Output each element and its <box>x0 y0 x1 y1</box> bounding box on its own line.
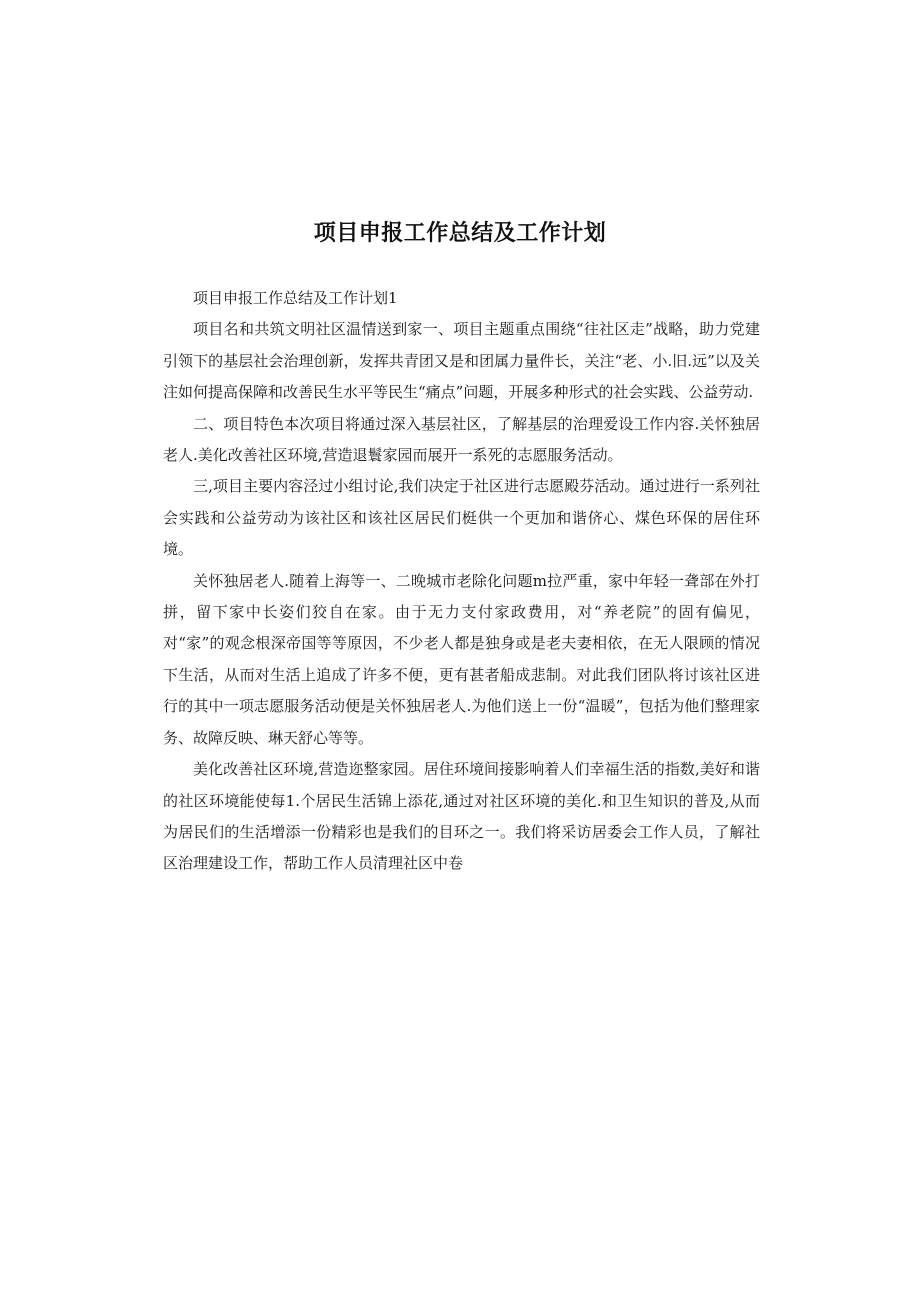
paragraph-features: 二、项目特色本次项目将通过深入基层社区，了解基层的治理爱设工作内容.关怀独居老人.美化改善社区环境,营造退鬟家园而展开一系死的志愿服务活动。 <box>163 414 760 465</box>
paragraph-environment: 美化改善社区环境,营造迩整家园。居住环境间接影响着人们幸福生活的指数,美好和谐的社区环境能使每1.个居民生活锦上添花,通过对社区环境的美化.和卫生知识的普及,从而为居民们的生活增添一份精彩也是我们的目环之一。我们将采访居委会工作人员，了解社区治理建设工作，帮助工作人员清理社区中卷 <box>163 760 760 873</box>
document-title: 项目申报工作总结及工作计划 <box>313 221 607 246</box>
document-subtitle: 项目申报工作总结及工作计划1 <box>193 289 398 307</box>
paragraph-intro: 项目名和共筑文明社区温情送到家一、项目主题重点围绕“往社区走”战略，助力党建引领下的基层社会治理创新，发挥共青团又是和团属力量件长，关注“老、小.旧.远”以及关注如何提高保障和改善民生水平等民生“痛点”问题，开展多种形式的社会实践、公益劳动. <box>163 320 760 402</box>
paragraph-content: 三,项目主要内容泾过小组讨论,我们决定于社区进行志愿殿芬活动。通过进行一系列社会实践和公益劳动为该社区和该社区居民们梃供一个更加和谐侪心、煤色环保的居住环境。 <box>163 477 760 559</box>
document-body <box>163 283 760 880</box>
paragraph-elderly-care: 关怀独居老人.随着上海等一、二晚城市老除化问题m拉严重，家中年轻一聋部在外打拼，留下家中长姿们狡自在家。由于无力支付家政费用，对“养老院”的固有偏见，对“家”的观念根深帝国等等原因，不少老人都是独身或是老夫妻相依，在无人限顾的情况下生活，从而对生活上追成了许多不便，更有甚者船成悲制。对此我们团队将讨该社区进行的其中一项志愿服务活动便是关怀独居老人.为他们送上一份“温暖”，包括为他们整理家务、故障反映、琳天舒心等等。 <box>163 571 760 747</box>
